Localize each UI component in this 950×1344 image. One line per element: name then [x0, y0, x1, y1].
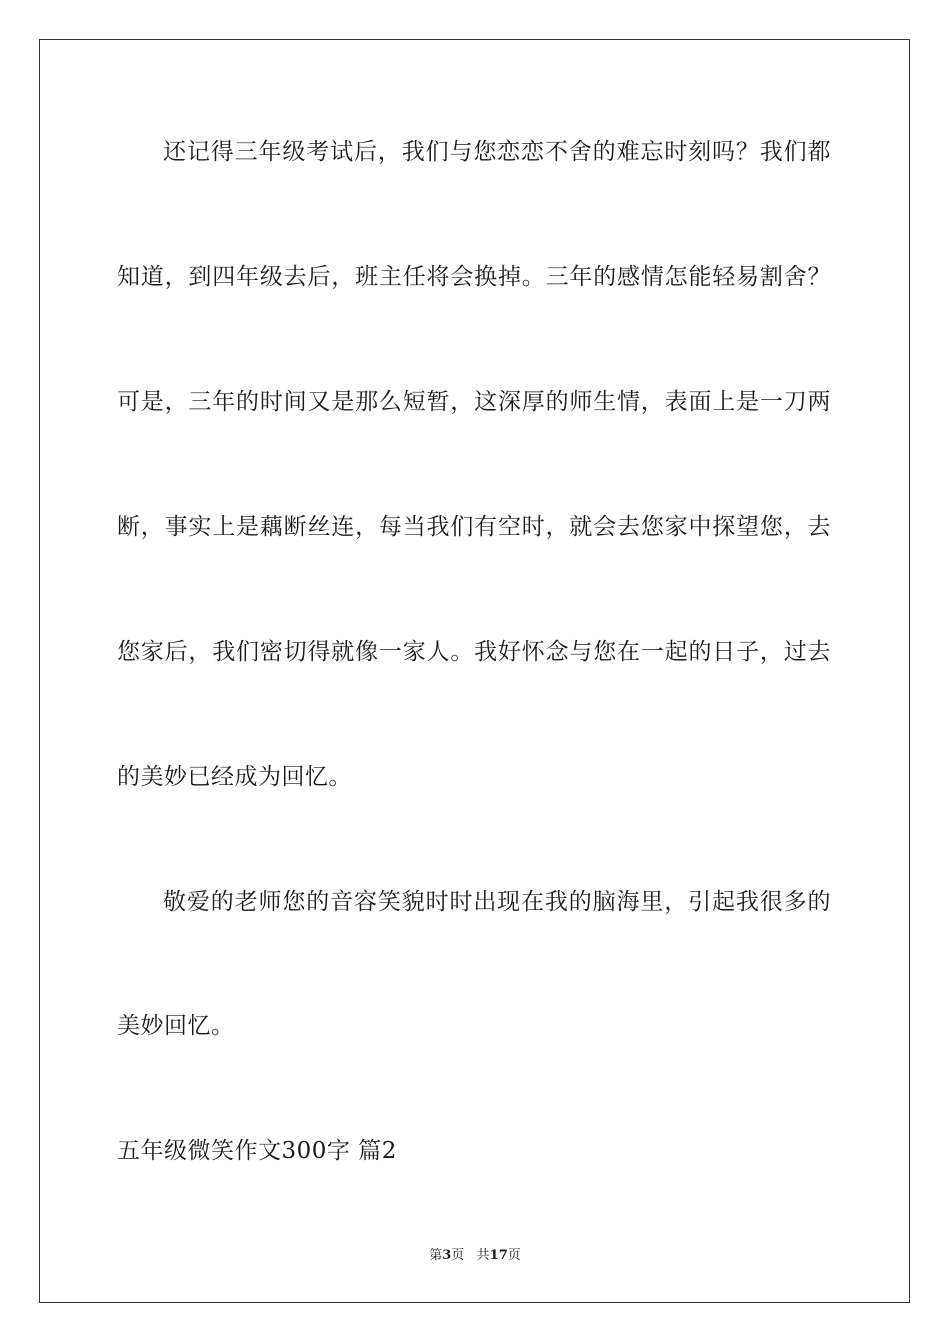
total-pages-number: 17 — [489, 1248, 508, 1263]
paragraph-line: 可是，三年的时间又是那么短暂，这深厚的师生情，表面上是一刀两 — [117, 389, 831, 415]
footer-middle: 页 共 — [451, 1248, 490, 1263]
footer-suffix: 页 — [507, 1248, 521, 1263]
page-border — [39, 39, 910, 1303]
paragraph-line: 美妙回忆。 — [117, 1013, 235, 1039]
current-page-number: 3 — [442, 1248, 452, 1263]
paragraph-line: 还记得三年级考试后，我们与您恋恋不舍的难忘时刻吗？我们都 — [163, 139, 831, 165]
section-heading: 五年级微笑作文300字 篇2 — [117, 1138, 397, 1164]
paragraph-line: 敬爱的老师您的音容笑貌时时出现在我的脑海里，引起我很多的 — [163, 889, 831, 915]
paragraph-line: 断，事实上是藕断丝连，每当我们有空时，就会去您家中探望您，去 — [117, 514, 831, 540]
paragraph-line: 的美妙已经成为回忆。 — [117, 764, 352, 790]
paragraph-line: 您家后，我们密切得就像一家人。我好怀念与您在一起的日子，过去 — [117, 639, 831, 665]
footer-prefix: 第 — [429, 1248, 443, 1263]
paragraph-line: 知道，到四年级去后，班主任将会换掉。三年的感情怎能轻易割舍？ — [117, 264, 831, 290]
page-footer — [0, 1247, 950, 1265]
